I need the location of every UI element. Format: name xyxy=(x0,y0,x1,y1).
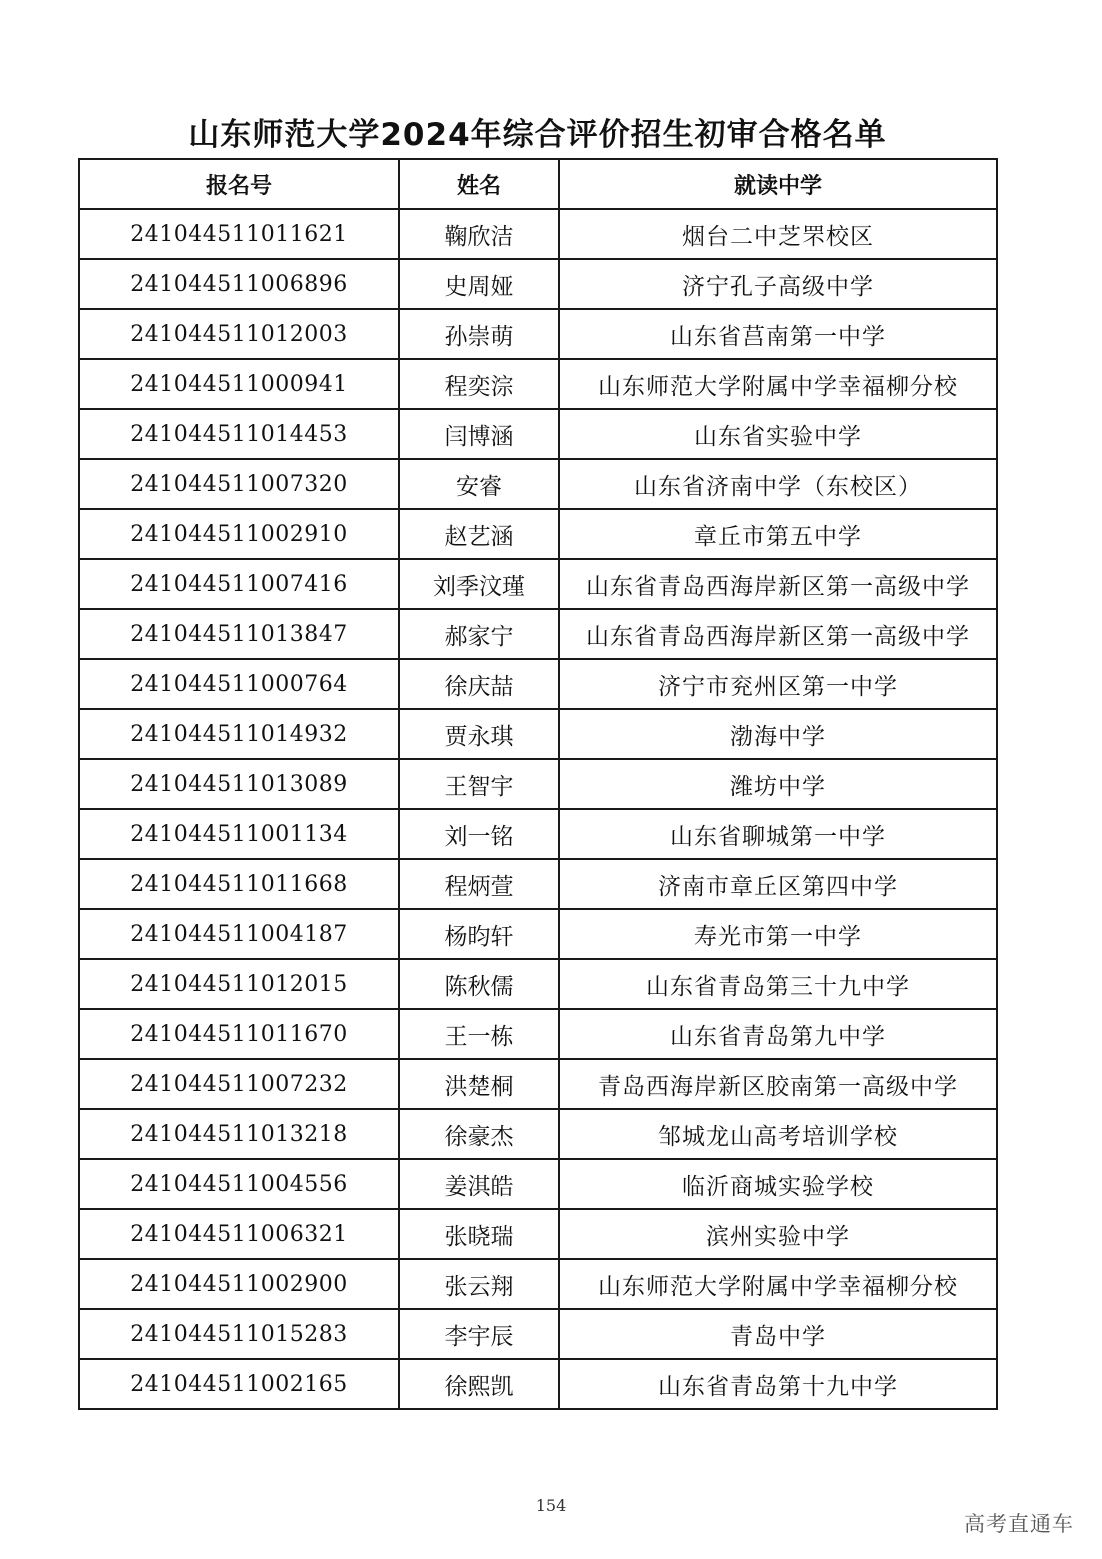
school-name-cell: 山东省青岛第九中学 xyxy=(559,1009,997,1059)
registration-number-cell: 241044511014932 xyxy=(79,709,399,759)
registration-number-cell: 241044511014453 xyxy=(79,409,399,459)
header-school: 就读中学 xyxy=(559,159,997,209)
student-name-cell: 徐庆喆 xyxy=(399,659,559,709)
school-name-cell: 山东省青岛西海岸新区第一高级中学 xyxy=(559,609,997,659)
school-name-cell: 章丘市第五中学 xyxy=(559,509,997,559)
student-name-cell: 陈秋儒 xyxy=(399,959,559,1009)
registration-number-cell: 241044511013089 xyxy=(79,759,399,809)
student-name-cell: 史周娅 xyxy=(399,259,559,309)
student-name-cell: 杨昀轩 xyxy=(399,909,559,959)
school-name-cell: 临沂商城实验学校 xyxy=(559,1159,997,1209)
page-number: 154 xyxy=(535,1496,567,1515)
table-row xyxy=(79,259,997,309)
school-name-cell: 渤海中学 xyxy=(559,709,997,759)
registration-number-cell: 241044511013847 xyxy=(79,609,399,659)
registration-number-cell: 241044511006896 xyxy=(79,259,399,309)
school-name-cell: 济宁孔子高级中学 xyxy=(559,259,997,309)
table-row xyxy=(79,309,997,359)
table-row xyxy=(79,459,997,509)
school-name-cell: 寿光市第一中学 xyxy=(559,909,997,959)
table-header-row xyxy=(79,159,997,209)
school-name-cell: 山东省青岛第十九中学 xyxy=(559,1359,997,1409)
table-row xyxy=(79,1059,997,1109)
student-name-cell: 贾永琪 xyxy=(399,709,559,759)
table-row xyxy=(79,709,997,759)
student-name-cell: 程炳萱 xyxy=(399,859,559,909)
header-name: 姓名 xyxy=(399,159,559,209)
school-name-cell: 山东师范大学附属中学幸福柳分校 xyxy=(559,1259,997,1309)
registration-number-cell: 241044511006321 xyxy=(79,1209,399,1259)
student-name-cell: 徐豪杰 xyxy=(399,1109,559,1159)
student-name-cell: 徐熙凯 xyxy=(399,1359,559,1409)
registration-number-cell: 241044511004556 xyxy=(79,1159,399,1209)
student-name-cell: 王一栋 xyxy=(399,1009,559,1059)
student-name-cell: 张晓瑞 xyxy=(399,1209,559,1259)
school-name-cell: 青岛中学 xyxy=(559,1309,997,1359)
student-name-cell: 李宇辰 xyxy=(399,1309,559,1359)
school-name-cell: 烟台二中芝罘校区 xyxy=(559,209,997,259)
table-row xyxy=(79,659,997,709)
school-name-cell: 山东省青岛西海岸新区第一高级中学 xyxy=(559,559,997,609)
school-name-cell: 济宁市兖州区第一中学 xyxy=(559,659,997,709)
registration-number-cell: 241044511002165 xyxy=(79,1359,399,1409)
table-body xyxy=(79,209,997,1409)
school-name-cell: 山东省莒南第一中学 xyxy=(559,309,997,359)
student-name-cell: 张云翔 xyxy=(399,1259,559,1309)
school-name-cell: 山东省青岛第三十九中学 xyxy=(559,959,997,1009)
student-name-cell: 鞠欣洁 xyxy=(399,209,559,259)
table-row xyxy=(79,1209,997,1259)
table-row xyxy=(79,759,997,809)
table-row xyxy=(79,959,997,1009)
table-row xyxy=(79,209,997,259)
registration-number-cell: 241044511015283 xyxy=(79,1309,399,1359)
school-name-cell: 山东省济南中学（东校区） xyxy=(559,459,997,509)
table-row xyxy=(79,609,997,659)
table-row xyxy=(79,1359,997,1409)
student-name-cell: 郝家宁 xyxy=(399,609,559,659)
header-registration-number: 报名号 xyxy=(79,159,399,209)
document-title: 山东师范大学2024年综合评价招生初审合格名单 xyxy=(188,117,887,153)
watermark: 高考直通车 xyxy=(964,1512,1074,1536)
table-row xyxy=(79,1259,997,1309)
student-name-cell: 孙崇萌 xyxy=(399,309,559,359)
table-row xyxy=(79,409,997,459)
school-name-cell: 山东省聊城第一中学 xyxy=(559,809,997,859)
registration-number-cell: 241044511011670 xyxy=(79,1009,399,1059)
school-name-cell: 山东师范大学附属中学幸福柳分校 xyxy=(559,359,997,409)
student-name-cell: 程奕淙 xyxy=(399,359,559,409)
school-name-cell: 济南市章丘区第四中学 xyxy=(559,859,997,909)
table-row xyxy=(79,1159,997,1209)
table-row xyxy=(79,1109,997,1159)
table-row xyxy=(79,909,997,959)
student-name-cell: 刘季汶瑾 xyxy=(399,559,559,609)
student-name-cell: 王智宇 xyxy=(399,759,559,809)
student-name-cell: 刘一铭 xyxy=(399,809,559,859)
registration-number-cell: 241044511007320 xyxy=(79,459,399,509)
student-name-cell: 赵艺涵 xyxy=(399,509,559,559)
registration-number-cell: 241044511000764 xyxy=(79,659,399,709)
student-name-cell: 姜淇皓 xyxy=(399,1159,559,1209)
registration-number-cell: 241044511012003 xyxy=(79,309,399,359)
registration-number-cell: 241044511011668 xyxy=(79,859,399,909)
table-row xyxy=(79,1309,997,1359)
student-name-cell: 洪楚桐 xyxy=(399,1059,559,1109)
table-row xyxy=(79,859,997,909)
school-name-cell: 青岛西海岸新区胶南第一高级中学 xyxy=(559,1059,997,1109)
student-name-cell: 安睿 xyxy=(399,459,559,509)
school-name-cell: 邹城龙山高考培训学校 xyxy=(559,1109,997,1159)
registration-number-cell: 241044511011621 xyxy=(79,209,399,259)
admission-list-table xyxy=(78,158,998,1410)
table-row xyxy=(79,359,997,409)
registration-number-cell: 241044511007416 xyxy=(79,559,399,609)
registration-number-cell: 241044511002910 xyxy=(79,509,399,559)
school-name-cell: 滨州实验中学 xyxy=(559,1209,997,1259)
registration-number-cell: 241044511000941 xyxy=(79,359,399,409)
table-row xyxy=(79,509,997,559)
registration-number-cell: 241044511004187 xyxy=(79,909,399,959)
registration-number-cell: 241044511002900 xyxy=(79,1259,399,1309)
table-row xyxy=(79,809,997,859)
table-row xyxy=(79,1009,997,1059)
registration-number-cell: 241044511007232 xyxy=(79,1059,399,1109)
school-name-cell: 潍坊中学 xyxy=(559,759,997,809)
school-name-cell: 山东省实验中学 xyxy=(559,409,997,459)
student-name-cell: 闫博涵 xyxy=(399,409,559,459)
registration-number-cell: 241044511001134 xyxy=(79,809,399,859)
registration-number-cell: 241044511013218 xyxy=(79,1109,399,1159)
registration-number-cell: 241044511012015 xyxy=(79,959,399,1009)
table-row xyxy=(79,559,997,609)
